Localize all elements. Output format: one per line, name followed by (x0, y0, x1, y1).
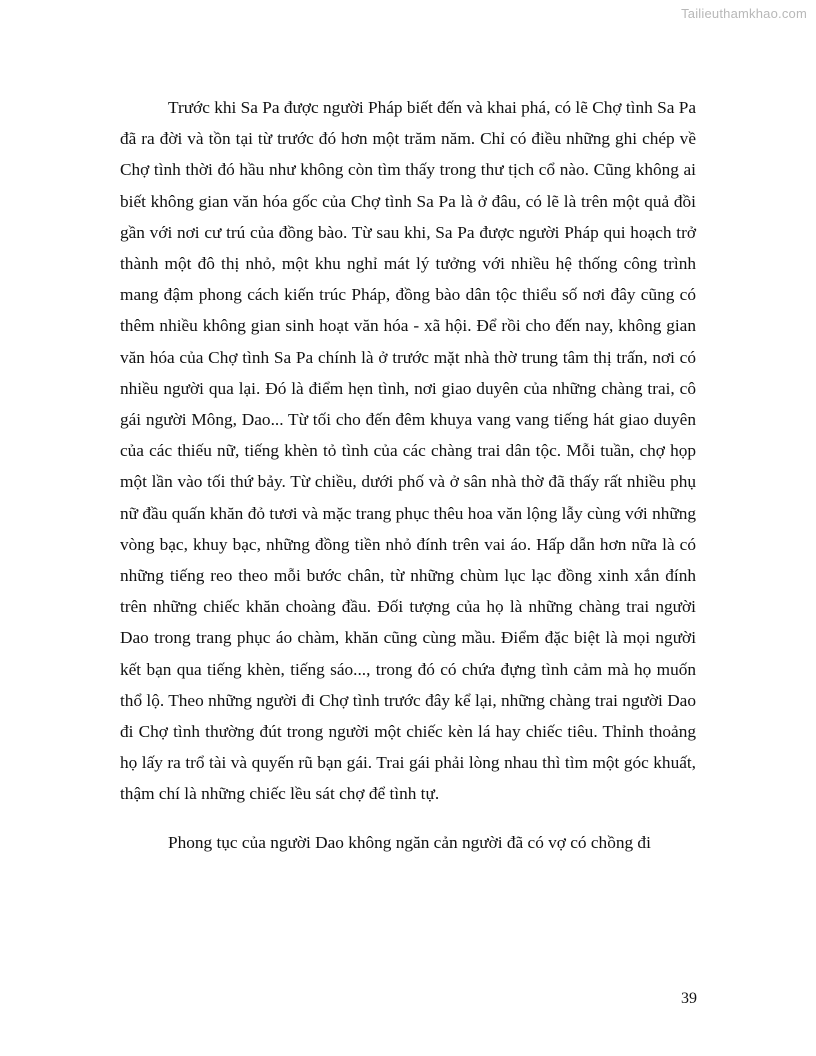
paragraph-2: Phong tục của người Dao không ngăn cản người đã có vợ có chồng đi (168, 832, 651, 852)
body-text (120, 92, 696, 858)
watermark: Tailieuthamkhao.com (681, 6, 807, 21)
paragraph-1: Trước khi Sa Pa được người Pháp biết đến và khai phá, có lẽ Chợ tình Sa Pa đã ra đời và tồn tại từ trước đó hơn một trăm năm. Chỉ có điều những ghi chép về Chợ tình thời đó hầu như không còn tìm thấy trong thư tịch cổ nào. Cũng không ai biết không gian văn hóa gốc của Chợ tình Sa Pa là ở đâu, có lẽ là trên một quả đồi gần với nơi cư trú của đồng bào. Từ sau khi, Sa Pa được người Pháp qui hoạch trở thành một đô thị nhỏ, một khu nghỉ mát lý tưởng với nhiều hệ thống công trình mang đậm phong cách kiến trúc Pháp, đồng bào dân tộc thiểu số nơi đây cũng có thêm nhiều không gian sinh hoạt văn hóa - xã hội. Để rồi cho đến nay, không gian văn hóa của Chợ tình Sa Pa chính là ở trước mặt nhà thờ trung tâm thị trấn, nơi có nhiều người qua lại. Đó là điểm hẹn tình, nơi giao duyên của những chàng trai, cô gái người Mông, Dao... Từ tối cho đến đêm khuya vang vang tiếng hát giao duyên của các thiếu nữ, tiếng khèn tỏ tình của các chàng trai dân tộc. Mỗi tuần, chợ họp một lần vào tối thứ bảy. Từ chiều, dưới phố và ở sân nhà thờ đã thấy rất nhiều phụ nữ đầu quấn khăn đỏ tươi và mặc trang phục thêu hoa văn lộng lẫy cùng với những vòng bạc, khuy bạc, những đồng tiền nhỏ đính trên vai áo. Hấp dẫn hơn nữa là có những tiếng reo theo mỗi bước chân, từ những chùm lục lạc đồng xinh xắn đính trên những chiếc khăn choàng đầu. Đối tượng của họ là những chàng trai người Dao trong trang phục áo chàm, khăn cũng cùng mầu. Điểm đặc biệt là mọi người kết bạn qua tiếng khèn, tiếng sáo..., trong đó có chứa đựng tình cảm mà họ muốn thổ lộ. Theo những người đi Chợ tình trước đây kể lại, những chàng trai người Dao đi Chợ tình thường đút trong người một chiếc kèn lá hay chiếc tiêu. Thỉnh thoảng họ lấy ra trổ tài và quyến rũ bạn gái. Trai gái phải lòng nhau thì tìm một góc khuất, thậm chí là những chiếc lều sát chợ để tình tự. (120, 98, 696, 804)
page-number: 39 (681, 990, 697, 1007)
